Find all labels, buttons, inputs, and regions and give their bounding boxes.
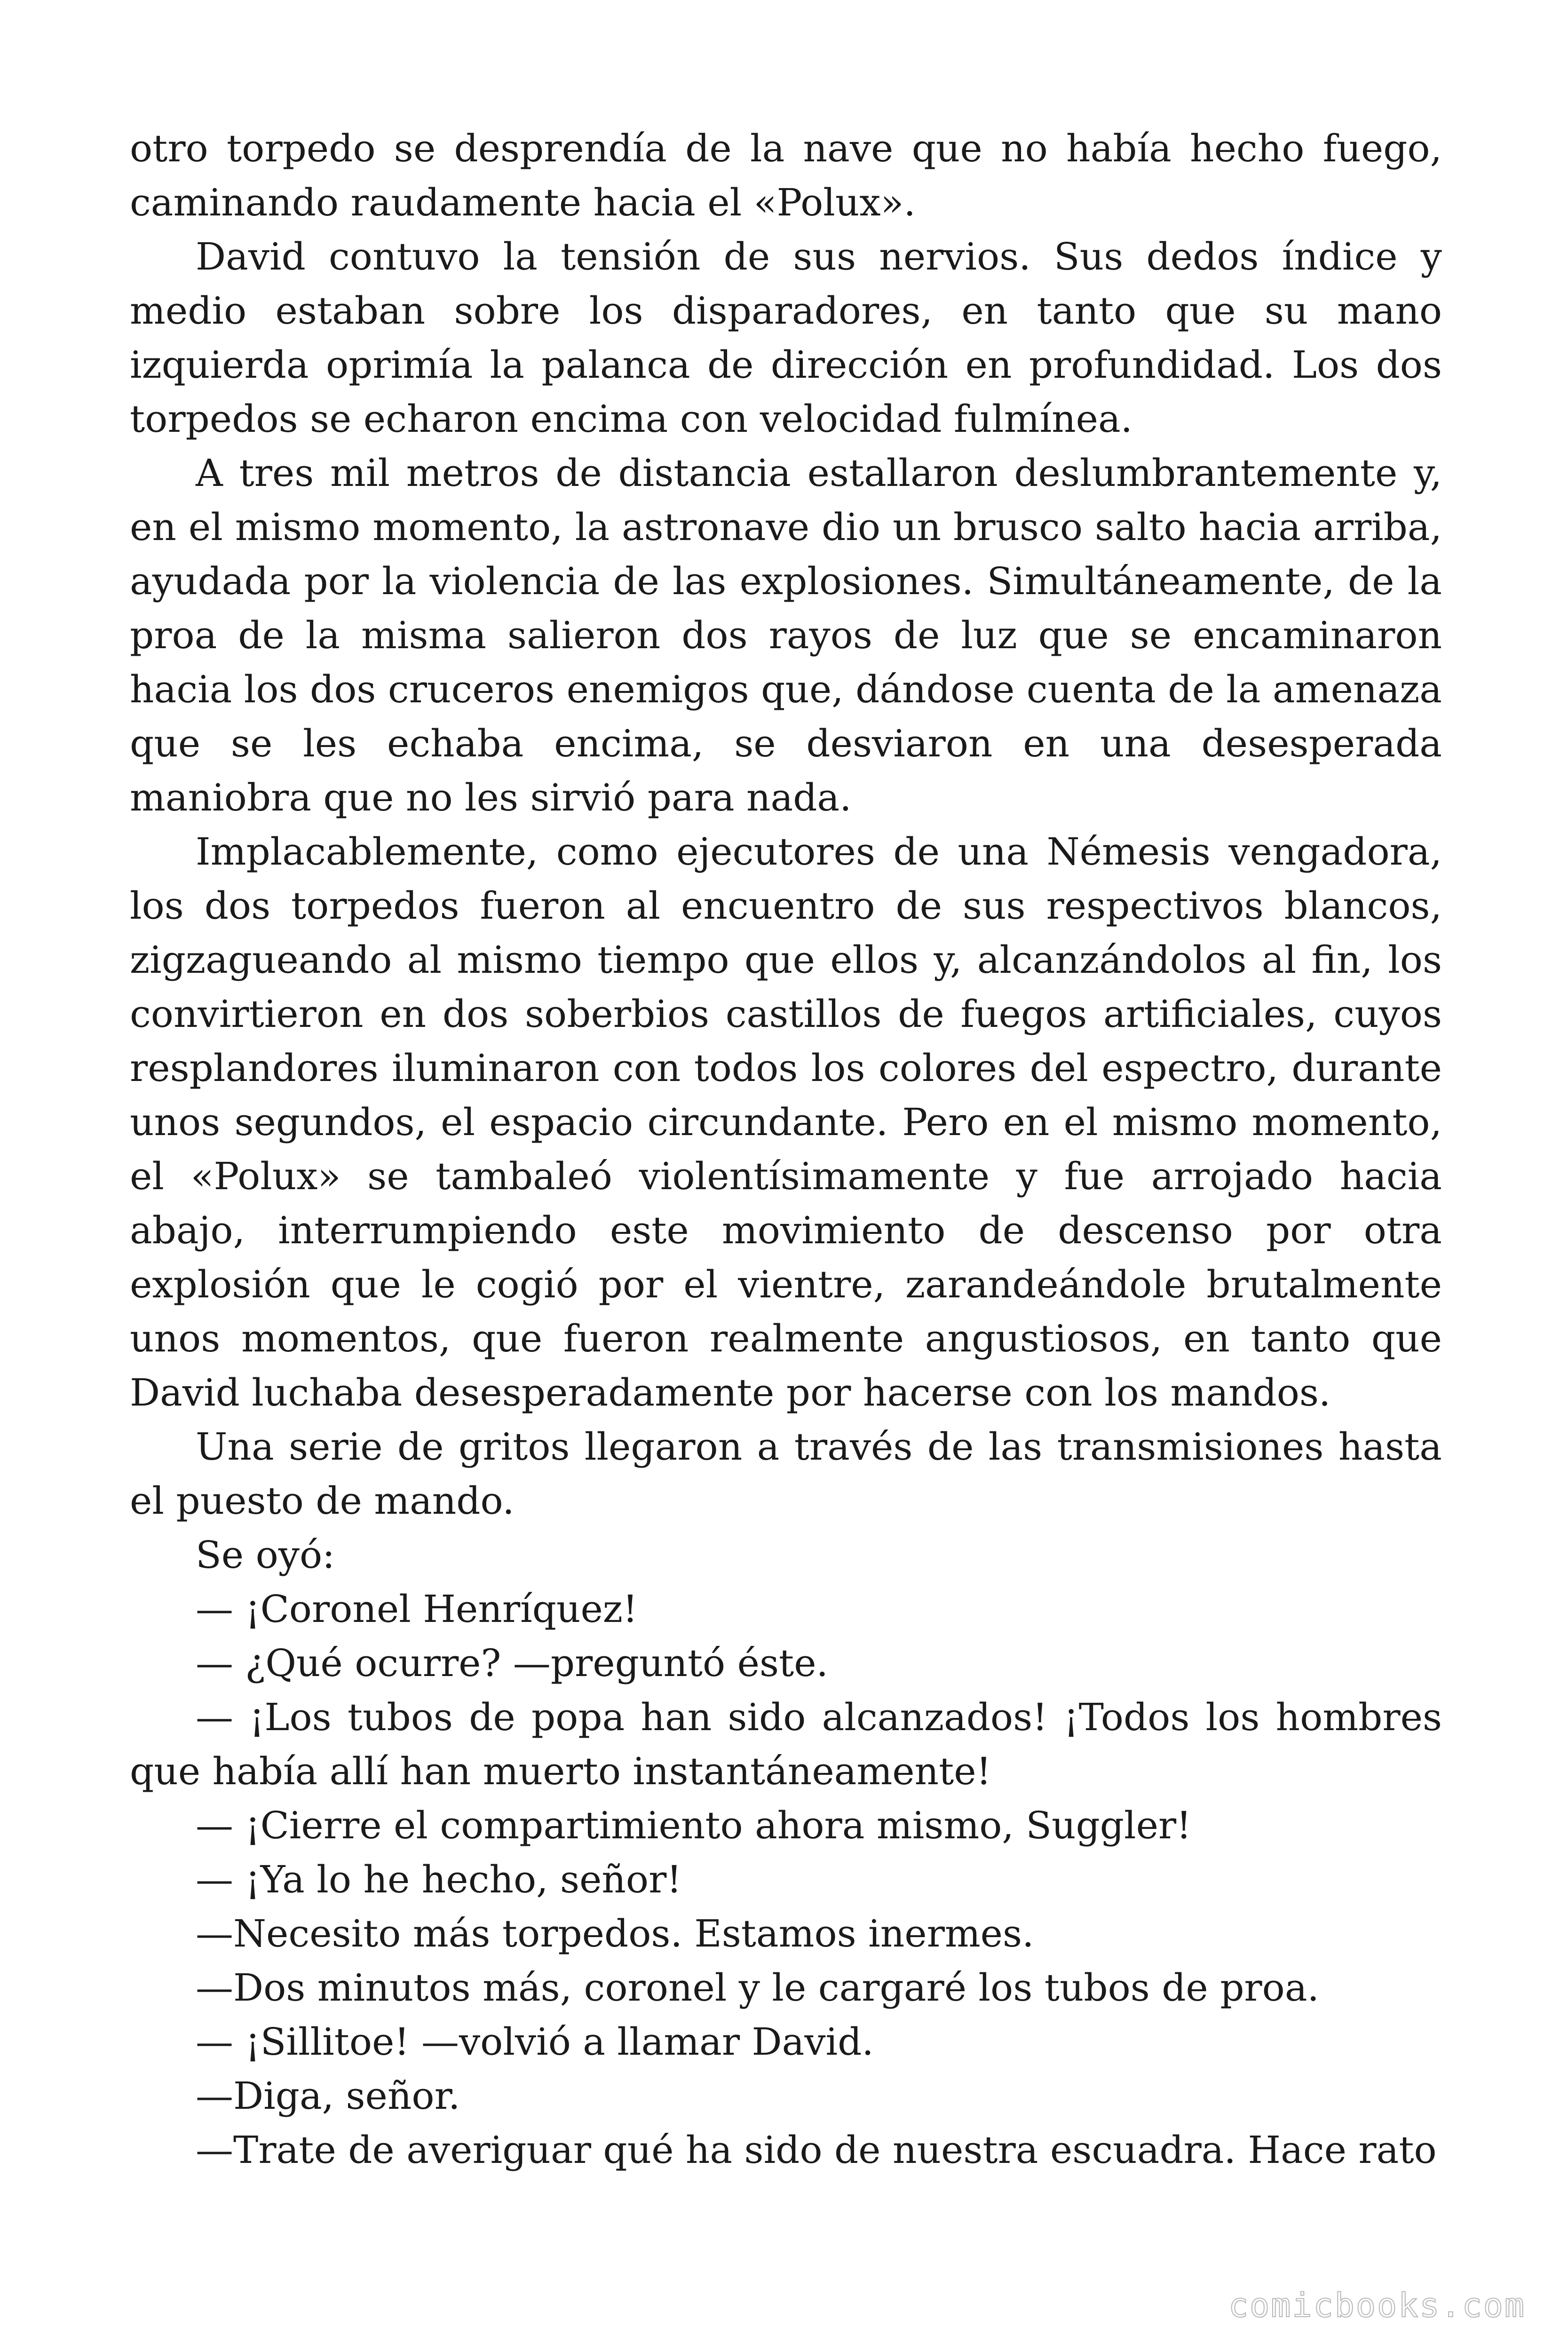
dialogue-line: —Trate de averiguar qué ha sido de nuestra escuadra. Hace rato <box>196 2128 1437 2172</box>
dialogue-line: — ¡Cierre el compartimiento ahora mismo, Suggler! <box>196 1804 1192 1847</box>
paragraph: A tres mil metros de distancia estallaron deslumbrantemente y, en el mismo momento, la astronave dio un brusco salto hacia arriba, ayudada por la violencia de las explosiones. Simultáneamente, de la proa de la misma salieron dos rayos de luz que se encaminaron hacia los dos cruceros enemigos que, dándose cuenta de la amenaza que se les echaba encima, se desviaron en una desesperada maniobra que no les sirvió para nada. <box>130 451 1442 819</box>
paragraph: David contuvo la tensión de sus nervios. Sus dedos índice y medio estaban sobre los disparadores, en tanto que su mano izquierda oprimía la palanca de dirección en profundidad. Los dos torpedos se echaron encima con velocidad fulmínea. <box>130 235 1442 441</box>
paragraph: otro torpedo se desprendía de la nave que no había hecho fuego, caminando raudamente hacia el «Polux». <box>130 127 1442 224</box>
page-body <box>130 121 1442 2177</box>
dialogue-line: —Necesito más torpedos. Estamos inermes. <box>196 1912 1034 1955</box>
dialogue-line: — ¡Los tubos de popa han sido alcanzados! ¡Todos los hombres que había allí han muerto instantáneamente! <box>130 1695 1442 1793</box>
dialogue-line: —Dos minutos más, coronel y le cargaré los tubos de proa. <box>196 1966 1319 2010</box>
dialogue-line: —Diga, señor. <box>196 2074 460 2118</box>
dialogue-line: — ¡Ya lo he hecho, señor! <box>196 1858 682 1901</box>
paragraph: Implacablemente, como ejecutores de una Némesis vengadora, los dos torpedos fueron al encuentro de sus respectivos blancos, zigzagueando al mismo tiempo que ellos y, alcanzándolos al fin, los convirtieron en dos soberbios castillos de fuegos artificiales, cuyos resplandores iluminaron con todos los colores del espectro, durante unos segundos, el espacio circundante. Pero en el mismo momento, el «Polux» se tambaleó violentísimamente y fue arrojado hacia abajo, interrumpiendo este movimiento de descenso por otra explosión que le cogió por el vientre, zarandeándole brutalmente unos momentos, que fueron realmente angustiosos, en tanto que David luchaba desesperadamente por hacerse con los mandos. <box>130 830 1442 1414</box>
paragraph: Una serie de gritos llegaron a través de las transmisiones hasta el puesto de mando. <box>130 1425 1442 1523</box>
watermark: comicbooks.com <box>1228 2286 1526 2325</box>
dialogue-line: — ¡Coronel Henríquez! <box>196 1587 638 1631</box>
dialogue-line: — ¡Sillitoe! —volvió a llamar David. <box>196 2020 874 2064</box>
dialogue-line: Se oyó: <box>196 1533 335 1577</box>
dialogue-line: — ¿Qué ocurre? —preguntó éste. <box>196 1641 828 1685</box>
